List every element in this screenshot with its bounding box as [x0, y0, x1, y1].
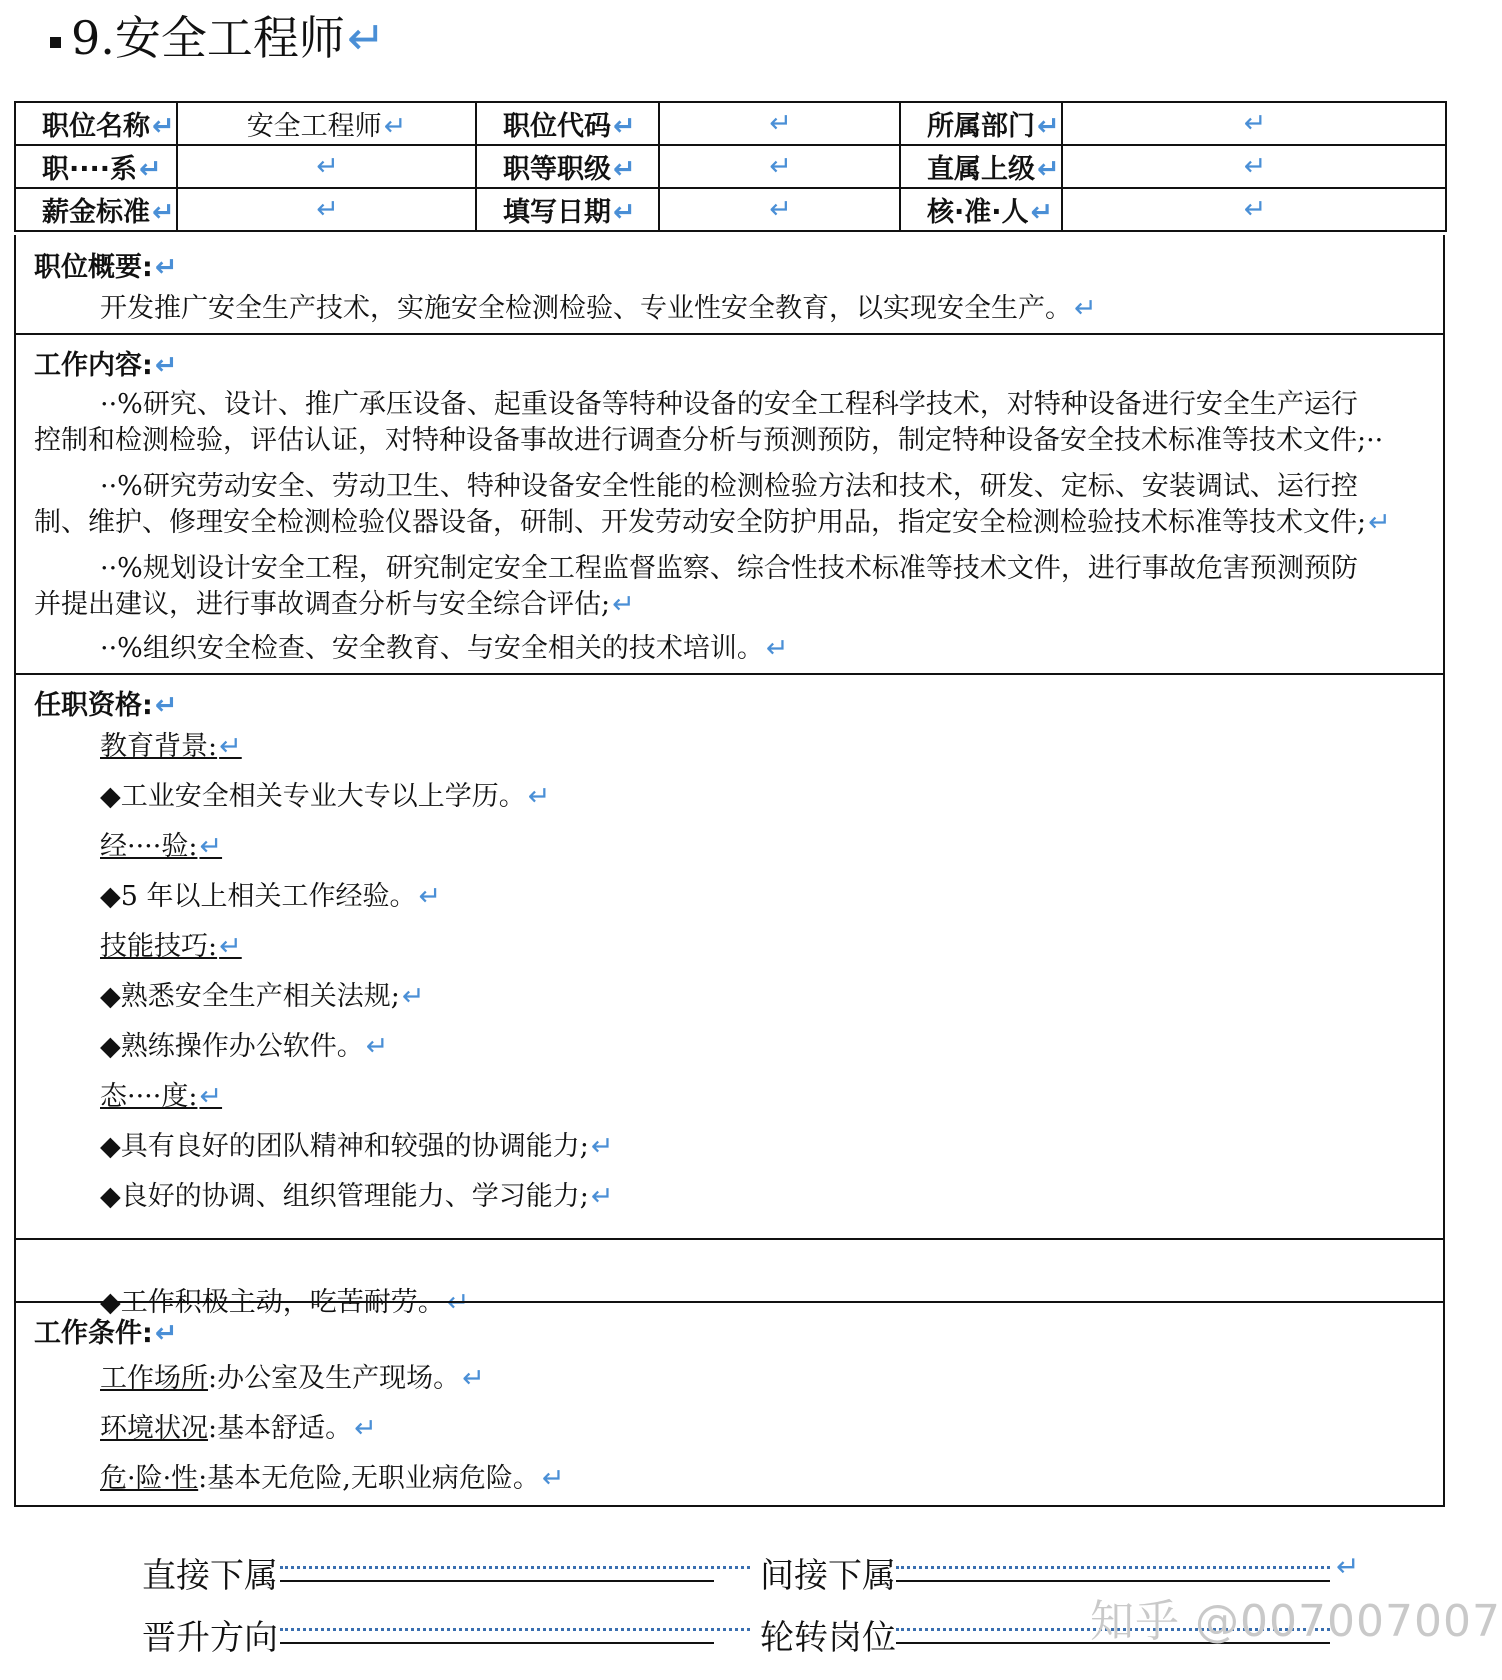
direct-subordinate-field[interactable] [280, 1578, 714, 1582]
skills-item: ◆熟悉安全生产相关法规;↵ [100, 981, 425, 1012]
position-name-value: 安全工程师↵ [177, 102, 476, 145]
fill-date-value: ↵ [659, 188, 900, 231]
job-grade-label: 职等职级↵ [476, 145, 659, 188]
table-row [15, 102, 1446, 145]
indirect-subordinate-label: 间接下属 [760, 1556, 896, 1596]
summary-section [16, 235, 1443, 335]
education-label: 教育背景:↵ [100, 731, 242, 762]
job-grade-value: ↵ [659, 145, 900, 188]
heading-bullet-icon [50, 37, 61, 48]
document-title: 9.安全工程师↵ [50, 8, 385, 68]
promotion-label: 晋升方向 [142, 1618, 278, 1658]
skills-item: ◆熟练操作办公软件。↵ [100, 1031, 389, 1062]
duty-item-cont: 并提出建议，进行事故调查分析与安全综合评估;↵ [34, 589, 635, 620]
position-name-label: 职位名称↵ [15, 102, 177, 145]
experience-item: ◆5 年以上相关工作经验。↵ [100, 881, 442, 912]
supervisor-label: 直属上级↵ [900, 145, 1062, 188]
education-item: ◆工业安全相关专业大专以上学历。↵ [100, 781, 551, 812]
attitude-item: ◆工作积极主动，吃苦耐劳。↵ [100, 1287, 470, 1318]
position-code-value: ↵ [659, 102, 900, 145]
duty-item: ··%研究、设计、推广承压设备、起重设备等特种设备的安全工程科学技术，对特种设备进行安全生产运行 [100, 389, 1358, 420]
table-row [15, 145, 1446, 188]
attitude-item: ◆具有良好的团队精神和较强的协调能力;↵ [100, 1131, 614, 1162]
table-row [15, 188, 1446, 231]
duties-title: 工作内容:↵ [34, 350, 178, 381]
attitude-label: 态····度:↵ [100, 1081, 223, 1112]
summary-text: 开发推广安全生产技术，实施安全检测检验、专业性安全教育，以实现安全生产。↵ [100, 293, 1097, 324]
paragraph-mark-icon: ↵ [346, 11, 386, 65]
position-info-table [14, 101, 1447, 232]
risk-level: 危·险·性:基本无危险,无职业病危险。↵ [100, 1463, 565, 1494]
direct-subordinate-dots [280, 1566, 750, 1569]
fill-date-label: 填写日期↵ [476, 188, 659, 231]
promotion-dots [280, 1628, 750, 1631]
department-value: ↵ [1062, 102, 1446, 145]
indirect-subordinate-field[interactable] [896, 1578, 1330, 1582]
salary-standard-value: ↵ [177, 188, 476, 231]
salary-standard-label: 薪金标准↵ [15, 188, 177, 231]
conditions-title: 工作条件:↵ [34, 1318, 178, 1349]
promotion-field[interactable] [280, 1640, 714, 1644]
duty-item: ··%研究劳动安全、劳动卫生、特种设备安全性能的检测检验方法和技术，研发、定标、安装调试、运行控 [100, 471, 1358, 502]
indirect-subordinate-dots [896, 1566, 1330, 1569]
experience-label: 经····验:↵ [100, 831, 223, 862]
position-code-label: 职位代码↵ [476, 102, 659, 145]
rotation-label: 轮转岗位 [760, 1618, 896, 1658]
direct-subordinate-label: 直接下属 [142, 1556, 278, 1596]
conditions-section [16, 1301, 1443, 1505]
duty-item-cont: 控制和检测检验，评估认证，对特种设备事故进行调查分析与预测预防，制定特种设备安全技术标准等技术文件;·· [34, 425, 1384, 456]
watermark: 知乎 @007007007 [1090, 1596, 1501, 1647]
summary-title: 职位概要:↵ [34, 252, 178, 283]
approver-label: 核·准·人↵ [900, 188, 1062, 231]
duty-item-cont: 制、维护、修理安全检测检验仪器设备，研制、开发劳动安全防护用品，指定安全检测检验技术标准等技术文件;↵ [34, 507, 1391, 538]
supervisor-value: ↵ [1062, 145, 1446, 188]
qualifications-section [16, 675, 1443, 1240]
skills-label: 技能技巧:↵ [100, 931, 242, 962]
environment: 环境状况:基本舒适。↵ [100, 1413, 377, 1444]
paragraph-mark-icon: ↵ [1336, 1550, 1360, 1583]
job-description-body [14, 235, 1445, 1507]
qualifications-title: 任职资格:↵ [34, 690, 178, 721]
work-place: 工作场所:办公室及生产现场。↵ [100, 1363, 485, 1394]
department-label: 所属部门↵ [900, 102, 1062, 145]
attitude-item: ◆良好的协调、组织管理能力、学习能力;↵ [100, 1181, 614, 1212]
job-family-label: 职····系↵ [15, 145, 177, 188]
job-family-value: ↵ [177, 145, 476, 188]
duty-item: ··%组织安全检查、安全教育、与安全相关的技术培训。↵ [100, 633, 789, 664]
duties-section [16, 335, 1443, 675]
approver-value: ↵ [1062, 188, 1446, 231]
duty-item: ··%规划设计安全工程，研究制定安全工程监督监察、综合性技术标准等技术文件，进行事故危害预测预防 [100, 553, 1358, 584]
